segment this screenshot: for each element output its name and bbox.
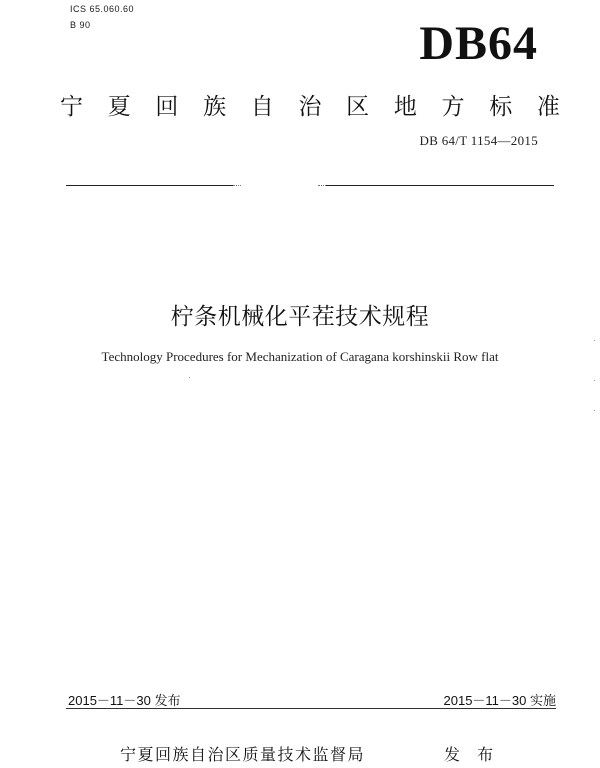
standard-type-char: 夏 [107,94,131,120]
scan-speck [594,340,595,341]
ics-code: ICS 65.060.60 [70,4,135,14]
divider-line-right [326,185,554,186]
scan-speck [594,410,595,411]
standard-type-char: 宁 [60,94,83,120]
publish-label: 发 布 [444,745,500,764]
document-title-english: Technology Procedures for Mechanization of Caragana korshinskii Row flat [101,349,499,364]
standard-type-char: 区 [346,94,370,120]
scan-speck [594,380,595,381]
standard-type-title [60,88,560,121]
implementation-date: 2015－11－30 实施 [443,693,556,708]
document-title-chinese: 柠条机械化平茬技术规程 [170,304,430,330]
standard-type-char: 族 [203,94,227,120]
standard-type-char: 方 [441,94,465,120]
standard-type-char: 地 [393,94,417,120]
standard-logo: DB64 [419,17,538,70]
standard-type-char: 治 [298,94,322,120]
issuing-authority: 宁夏回族自治区质量技术监督局 [120,745,366,764]
ccs-code: B 90 [70,20,91,30]
footer-divider-line [66,708,556,709]
standard-type-char: 回 [155,94,179,120]
divider-dots-left [233,185,241,187]
standard-number: DB 64/T 1154—2015 [419,133,538,148]
standard-type-char: 准 [536,94,560,120]
divider-line-left [66,185,233,186]
scan-speck [189,377,190,378]
standard-type-char: 标 [489,94,513,120]
issue-date: 2015－11－30 发布 [68,693,181,708]
standard-type-char: 自 [250,94,274,120]
divider-dots-right [318,185,326,187]
